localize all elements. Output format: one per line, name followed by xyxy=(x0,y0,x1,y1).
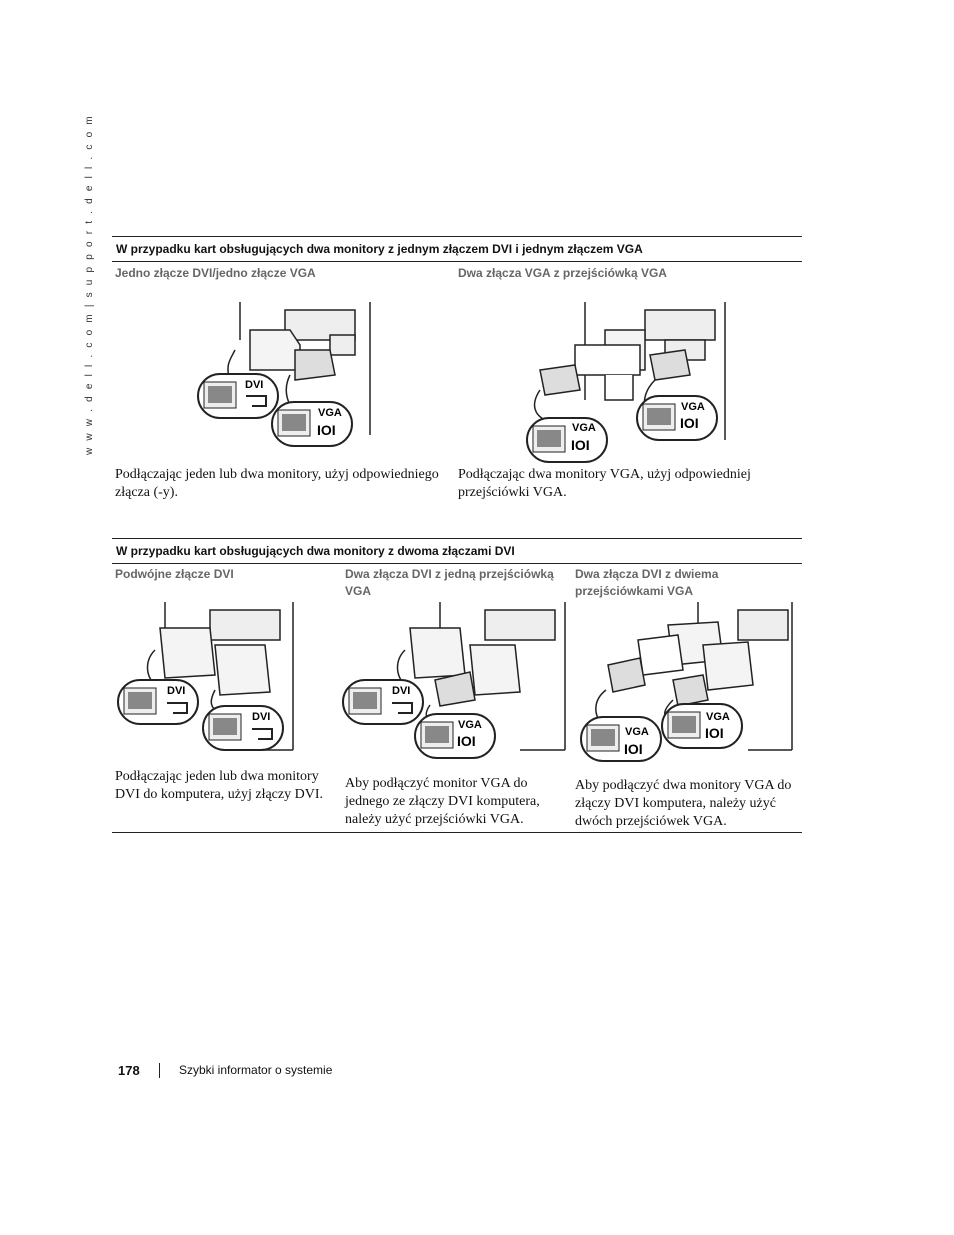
section1-col1-subtitle: Jedno złącze DVI/jedno złącze VGA xyxy=(115,266,316,280)
monitor-vga-badge-2 xyxy=(637,396,717,440)
sidebar-url-text: w w w . d e l l . c o m | s u p p o r t . d e l l . c o m xyxy=(84,114,95,455)
figure-dual-dvi xyxy=(115,600,300,760)
page-number: 178 xyxy=(118,1063,140,1078)
svg-text:IOI: IOI xyxy=(457,733,476,749)
section2-col1-subtitle: Podwójne złącze DVI xyxy=(115,567,234,581)
svg-text:IOI: IOI xyxy=(680,415,699,431)
section2-col3-subtitle: Dwa złącza DVI z dwiema przejściówkami VGA xyxy=(575,567,719,598)
figure-dvi-with-vga-adapter xyxy=(340,600,570,760)
section2-col1-description: Podłączając jeden lub dwa monitory DVI do komputera, użyj złączy DVI. xyxy=(115,769,323,802)
label-dvi: DVI xyxy=(252,711,271,723)
footer-separator xyxy=(159,1063,160,1078)
monitor-dvi-badge xyxy=(198,374,278,418)
label-vga: VGA xyxy=(572,422,596,434)
label-vga: VGA xyxy=(458,719,482,731)
monitor-vga-badge xyxy=(415,714,495,758)
section2-col2-subtitle: Dwa złącza DVI z jedną przejściówką VGA xyxy=(345,567,554,598)
section1-col2-description: Podłączając dwa monitory VGA, użyj odpowiedniej przejściówki VGA. xyxy=(458,467,751,500)
section1-col2-subtitle: Dwa złącza VGA z przejściówką VGA xyxy=(458,266,667,280)
section2-col2-description: Aby podłączyć monitor VGA do jednego ze złączy DVI komputera, należy użyć przejściówki VGA. xyxy=(345,776,540,827)
section2-bottom-rule xyxy=(112,832,802,833)
label-vga: VGA xyxy=(706,711,730,723)
monitor-vga-badge xyxy=(272,402,352,446)
monitor-dvi-badge-2 xyxy=(203,706,283,750)
section2-col3-description: Aby podłączyć dwa monitory VGA do złączy DVI komputera, należy użyć dwóch przejściówek VGA. xyxy=(575,778,792,829)
label-dvi: DVI xyxy=(245,379,264,391)
svg-text:IOI: IOI xyxy=(571,437,590,453)
svg-text:IOI: IOI xyxy=(705,725,724,741)
monitor-dvi-badge xyxy=(343,680,423,724)
section2-header: W przypadku kart obsługujących dwa monitory z dwoma złączami DVI xyxy=(112,538,802,564)
figure-dvi-vga-connectors xyxy=(190,300,380,450)
label-vga: VGA xyxy=(681,401,705,413)
monitor-vga-badge-2 xyxy=(662,704,742,748)
label-dvi: DVI xyxy=(167,685,186,697)
figure-dvi-with-two-vga-adapters xyxy=(578,600,798,765)
svg-text:IOI: IOI xyxy=(624,741,643,757)
monitor-vga-badge-1 xyxy=(527,418,607,462)
footer-title: Szybki informator o systemie xyxy=(179,1063,333,1077)
monitor-vga-badge-1 xyxy=(581,717,661,761)
sidebar-url xyxy=(84,114,98,455)
label-dvi: DVI xyxy=(392,685,411,697)
section1-header: W przypadku kart obsługujących dwa monitory z jednym złączem DVI i jednym złączem VGA xyxy=(112,236,802,262)
figure-vga-splitter xyxy=(525,300,735,465)
label-vga: VGA xyxy=(318,407,342,419)
svg-text:IOI: IOI xyxy=(317,422,336,438)
monitor-dvi-badge-1 xyxy=(118,680,198,724)
label-vga: VGA xyxy=(625,726,649,738)
section1-col1-description: Podłączając jeden lub dwa monitory, użyj odpowiedniego złącza (-y). xyxy=(115,467,439,500)
